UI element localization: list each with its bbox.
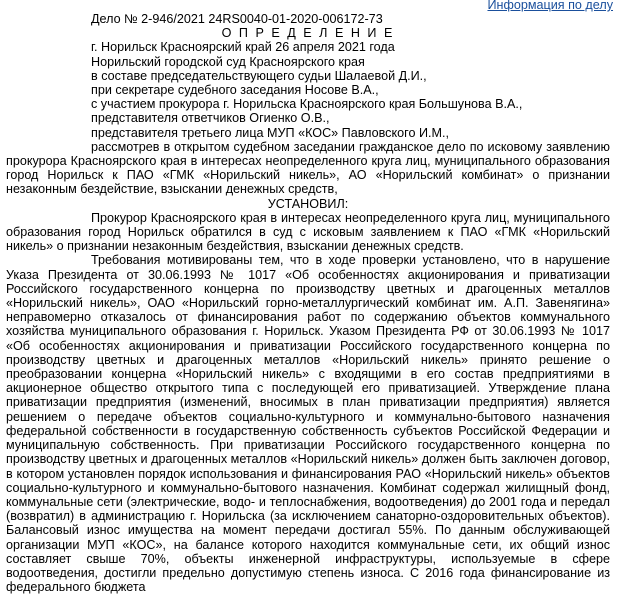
intro-line: в составе председательствующего судьи Шалаевой Д.И., bbox=[91, 68, 427, 83]
case-number: Дело № 2-946/2021 24RS0040-01-2020-006172-73 bbox=[91, 12, 383, 26]
established-heading: УСТАНОВИЛ: bbox=[267, 196, 349, 211]
body-paragraph: Прокурор Красноярского края в интересах неопределенного круга лиц, муниципального образования город Норильск обратился в суд с исковым заявлением к ПАО «ГМК «Норильский никель» о признании незаконным бездействия, взыскании денежных средств. bbox=[6, 210, 610, 254]
intro-line: Норильский городской суд Красноярского края bbox=[91, 54, 365, 69]
considered-paragraph: рассмотрев в открытом судебном заседании гражданское дело по исковому заявлению прокурора Красноярского края в интересах неопределенного круга лиц, муниципального образования город Норильск к ПАО «ГМК «Норильский никель», АО «Норильский комбинат» о признании незаконным бездействие, взыскании денежных средств, bbox=[6, 139, 610, 197]
intro-line: с участием прокурора г. Норильска Красноярского края Большунова В.А., bbox=[91, 97, 523, 112]
court-ruling-document bbox=[6, 12, 610, 594]
body-paragraph: Требования мотивированы тем, что в ходе проверки установлено, что в нарушение Указа Президента от 30.06.1993 № 1017 «Об особенностях акционирования и приватизации Российского государственного концерна по производству цветных и драгоценных металлов «Норильский никель», ОАО «Норильский горно-металлургический комбинат им. А.П. Завенягина» неправомерно отказалось от финансирования работ по содержанию объектов коммунального хозяйства муниципального образования г. Норильск. Указом Президента РФ от 30.06.1993 № 1017 «Об особенностях акционирования и приватизации Российского государственного концерна по производству цветных и драгоценных металлов «Норильский никель» принято решение о преобразовании концерна «Норильский никель» с входящими в его состав предприятиями в акционерное общество открытого типа с последующей его приватизацией. Утверждение плана приватизации предприятия (изменений, вносимых в план приватизации предприятия) является решением о передаче объектов социально-культурного и коммунально-бытового назначения федеральной собственности в государственную собственность субъектов Российской Федерации и муниципальную собственность. При приватизации Российского государственного концерна по производству цветных и драгоценных металлов «Норильский никель» должен быть заключен договор, в котором установлен порядок использования и финансирования РАО «Норильский никель» объектов социально-культурного и коммунально-бытового назначения. Комбинат содержал жилищный фонд, коммунальные сети (электрические, водо- и теплоснабжения, водоотведения) до 2001 года и передал (возвратил) в администрацию г. Норильска (за исключением санаторно-оздоровительных объектов). Балансовый износ имущества на момент передачи достигал 55%. По данным обслуживающей организации МУП «КОС», на балансе которого находится коммунальные сети, их общий износ составляет свыше 70%, объекты инженерной инфраструктуры, используемые в сфере водоотведения, достигли предельно допустимую степень износа. С 2016 года финансирование из федерального бюджета bbox=[6, 253, 610, 594]
intro-line: представителя ответчиков Огиенко О.В., bbox=[91, 111, 330, 126]
intro-line: при секретаре судебного заседания Носове В.А., bbox=[91, 83, 379, 98]
case-info-link[interactable]: Информация по делу bbox=[487, 0, 613, 12]
intro-line: представителя третьего лица МУП «КОС» Павловского И.М., bbox=[91, 125, 449, 140]
intro-line: г. Норильск Красноярский край 26 апреля 2021 года bbox=[91, 40, 395, 55]
document-title: О П Р Е Д Е Л Е Н И Е bbox=[221, 26, 395, 41]
